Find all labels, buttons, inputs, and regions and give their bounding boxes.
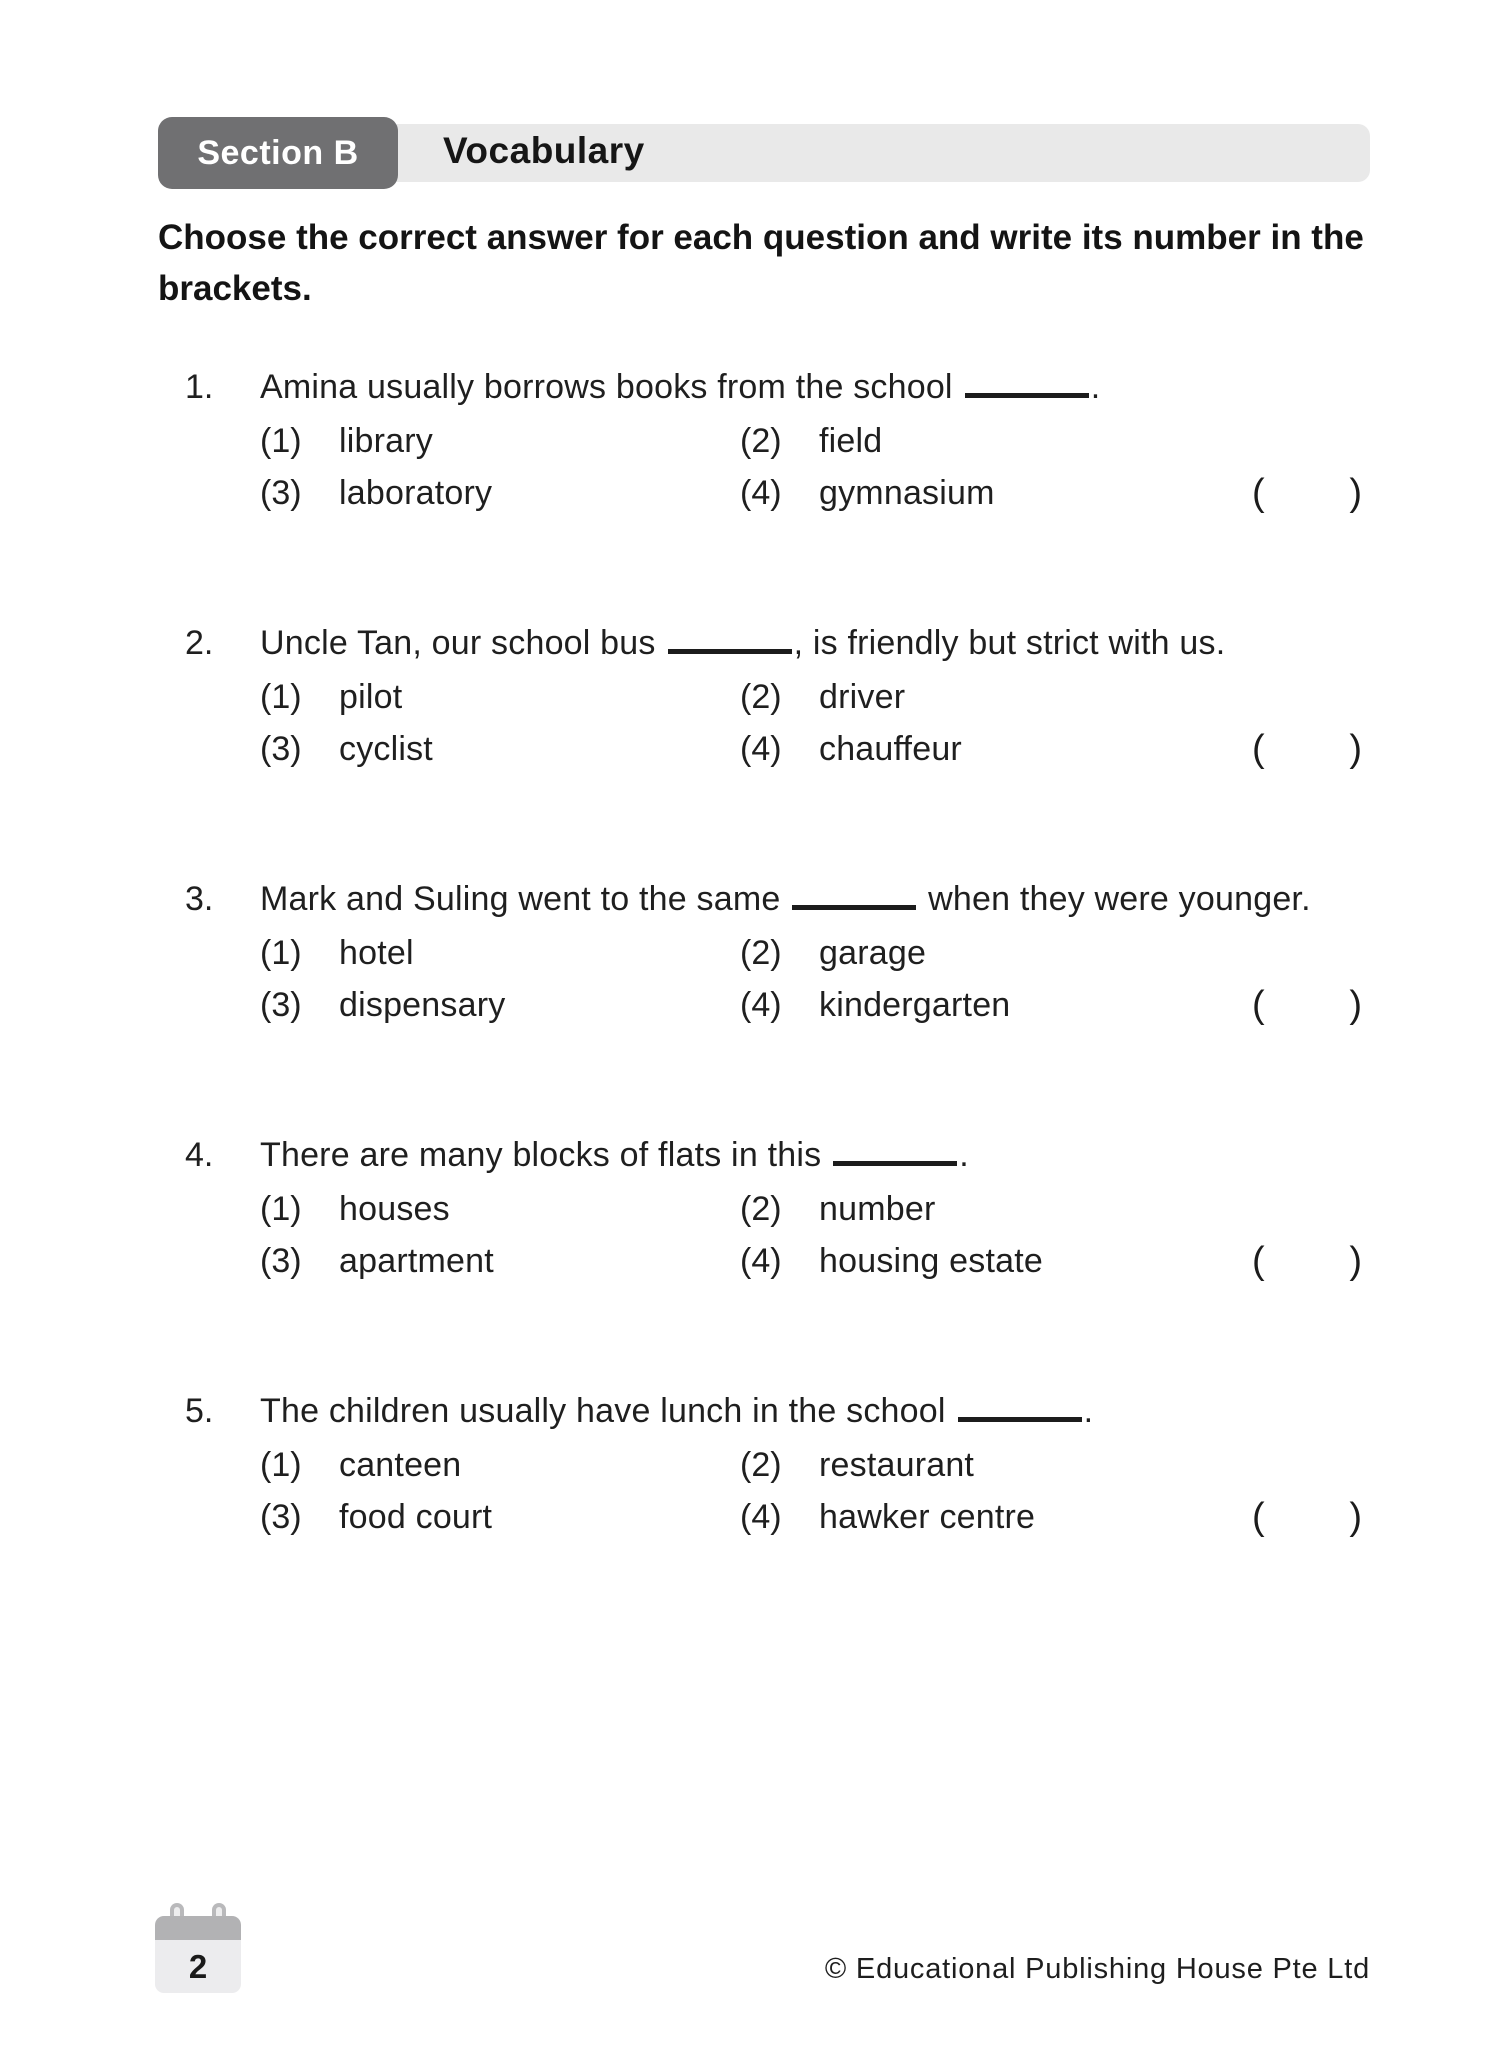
question-number: 3. <box>185 880 214 918</box>
bracket-open: ( <box>1252 1240 1265 1282</box>
option-number: (1) <box>260 1190 302 1228</box>
option-3 <box>260 723 740 775</box>
option-label: hotel <box>339 934 414 972</box>
option-label: apartment <box>339 1242 494 1280</box>
answer-blank[interactable] <box>833 1161 957 1166</box>
option-number: (4) <box>740 1242 782 1280</box>
option-label: cyclist <box>339 730 433 768</box>
stem-before: Mark and Suling went to the same <box>260 880 781 918</box>
option-1 <box>260 415 740 467</box>
bracket-close: ) <box>1349 1496 1362 1538</box>
stem-before: Amina usually borrows books from the school <box>260 368 953 406</box>
option-label: pilot <box>339 678 403 716</box>
option-number: (4) <box>740 474 782 512</box>
option-3 <box>260 467 740 519</box>
option-label: driver <box>819 678 906 716</box>
question-3 <box>185 872 1370 1031</box>
option-number: (1) <box>260 1446 302 1484</box>
question-body <box>260 1384 1370 1543</box>
bracket-open: ( <box>1252 728 1265 770</box>
question-1 <box>185 360 1370 519</box>
option-2 <box>740 415 1370 467</box>
option-number: (1) <box>260 422 302 460</box>
options-grid <box>260 1183 1370 1287</box>
page-number: 2 <box>188 1947 208 1985</box>
question-body <box>260 872 1370 1031</box>
option-2 <box>740 671 1370 723</box>
option-1 <box>260 1183 740 1235</box>
question-list <box>185 360 1370 1640</box>
question-number: 4. <box>185 1136 214 1174</box>
section-tab <box>158 117 398 189</box>
option-number: (1) <box>260 678 302 716</box>
question-stem <box>260 616 1370 670</box>
calendar-top-strip <box>155 1916 241 1940</box>
question-stem <box>260 1384 1370 1438</box>
answer-brackets[interactable] <box>1252 728 1362 771</box>
option-number: (2) <box>740 678 782 716</box>
question-stem <box>260 1128 1370 1182</box>
question-number: 1. <box>185 368 214 406</box>
option-number: (2) <box>740 422 782 460</box>
question-body <box>260 360 1370 519</box>
answer-blank[interactable] <box>668 649 792 654</box>
stem-before: There are many blocks of flats in this <box>260 1136 822 1174</box>
question-2 <box>185 616 1370 775</box>
section-header <box>158 121 1370 183</box>
question-body <box>260 616 1370 775</box>
option-label: chauffeur <box>819 730 962 768</box>
option-3 <box>260 1235 740 1287</box>
option-number: (2) <box>740 934 782 972</box>
bracket-close: ) <box>1349 728 1362 770</box>
option-1 <box>260 927 740 979</box>
option-label: kindergarten <box>819 986 1011 1024</box>
answer-brackets[interactable] <box>1252 984 1362 1027</box>
option-label: canteen <box>339 1446 462 1484</box>
option-label: food court <box>339 1498 493 1536</box>
option-1 <box>260 1439 740 1491</box>
instructions-text: Choose the correct answer for each question and write its number in the brackets. <box>158 218 1364 308</box>
options-grid <box>260 415 1370 519</box>
option-number: (3) <box>260 1242 302 1280</box>
question-number: 2. <box>185 624 214 662</box>
option-number: (3) <box>260 986 302 1024</box>
option-label: dispensary <box>339 986 506 1024</box>
option-label: field <box>819 422 883 460</box>
bracket-open: ( <box>1252 984 1265 1026</box>
section-title: Vocabulary <box>443 130 645 171</box>
option-3 <box>260 1491 740 1543</box>
option-label: number <box>819 1190 936 1228</box>
option-1 <box>260 671 740 723</box>
option-2 <box>740 1183 1370 1235</box>
stem-before: Uncle Tan, our school bus <box>260 624 656 662</box>
option-label: laboratory <box>339 474 493 512</box>
question-5 <box>185 1384 1370 1543</box>
option-label: garage <box>819 934 927 972</box>
bracket-open: ( <box>1252 472 1265 514</box>
options-grid <box>260 1439 1370 1543</box>
options-grid <box>260 927 1370 1031</box>
calendar-body <box>155 1940 241 1993</box>
answer-brackets[interactable] <box>1252 1240 1362 1283</box>
bracket-close: ) <box>1349 984 1362 1026</box>
question-body <box>260 1128 1370 1287</box>
option-label: restaurant <box>819 1446 975 1484</box>
answer-blank[interactable] <box>792 905 916 910</box>
question-stem <box>260 872 1370 926</box>
option-3 <box>260 979 740 1031</box>
option-2 <box>740 927 1370 979</box>
stem-after: . <box>1090 368 1101 406</box>
question-stem <box>260 360 1370 414</box>
question-4 <box>185 1128 1370 1287</box>
option-number: (3) <box>260 730 302 768</box>
option-number: (4) <box>740 730 782 768</box>
page-number-calendar-icon <box>155 1903 241 1993</box>
option-number: (1) <box>260 934 302 972</box>
option-label: gymnasium <box>819 474 995 512</box>
bracket-close: ) <box>1349 472 1362 514</box>
bracket-close: ) <box>1349 1240 1362 1282</box>
answer-brackets[interactable] <box>1252 472 1362 515</box>
option-number: (4) <box>740 986 782 1024</box>
option-label: housing estate <box>819 1242 1043 1280</box>
option-number: (3) <box>260 1498 302 1536</box>
option-label: library <box>339 422 433 460</box>
question-number: 5. <box>185 1392 214 1430</box>
option-2 <box>740 1439 1370 1491</box>
stem-after: . <box>1083 1392 1094 1430</box>
option-label: houses <box>339 1190 450 1228</box>
stem-after: when they were younger. <box>918 880 1311 918</box>
bracket-open: ( <box>1252 1496 1265 1538</box>
option-number: (2) <box>740 1190 782 1228</box>
copyright-text: © Educational Publishing House Pte Ltd <box>824 1953 1370 1985</box>
option-label: hawker centre <box>819 1498 1036 1536</box>
stem-after: , is friendly but strict with us. <box>793 624 1226 662</box>
answer-brackets[interactable] <box>1252 1496 1362 1539</box>
option-number: (2) <box>740 1446 782 1484</box>
options-grid <box>260 671 1370 775</box>
option-number: (4) <box>740 1498 782 1536</box>
section-label: Section B <box>197 133 359 172</box>
answer-blank[interactable] <box>958 1417 1082 1422</box>
stem-before: The children usually have lunch in the school <box>260 1392 946 1430</box>
answer-blank[interactable] <box>965 393 1089 398</box>
option-number: (3) <box>260 474 302 512</box>
stem-after: . <box>959 1136 969 1174</box>
